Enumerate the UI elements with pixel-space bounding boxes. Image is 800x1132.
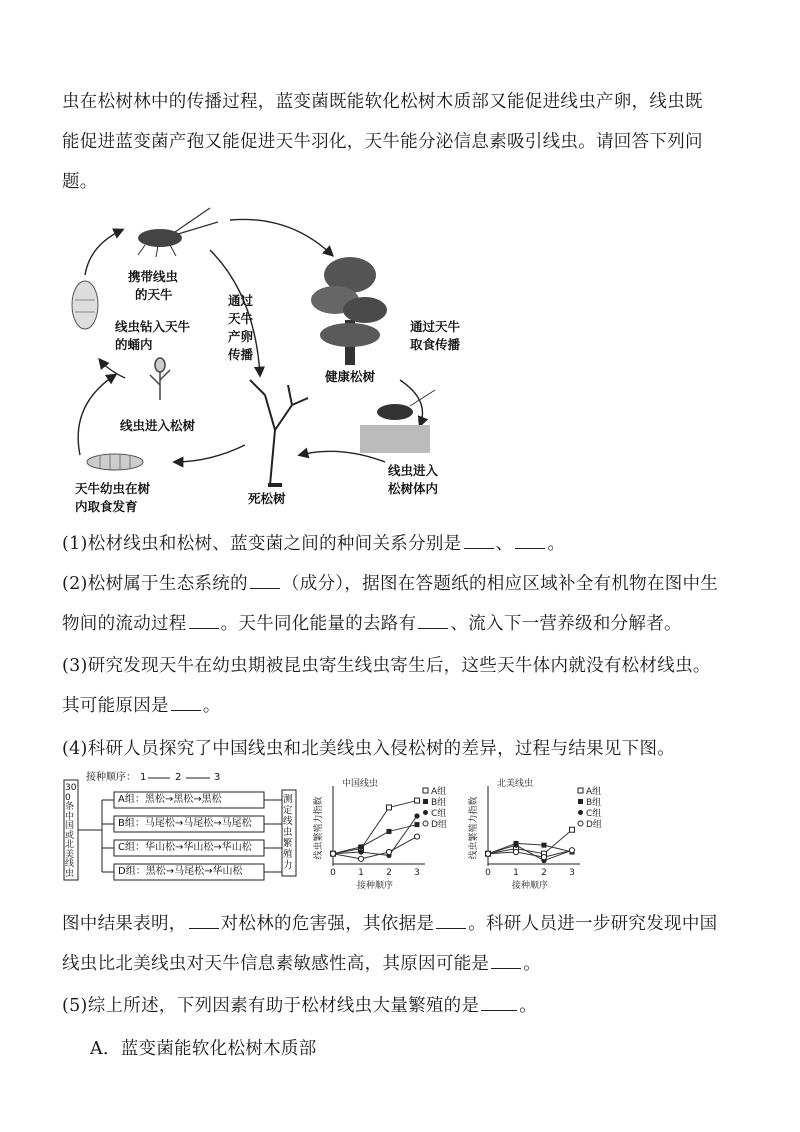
arrow-icon: → xyxy=(213,818,222,829)
intro-line-1: 虫在松树林中的传播过程，蓝变菌既能软化松树木质部又能促进线虫产卵，线虫既 xyxy=(62,92,703,112)
data-point xyxy=(569,848,574,853)
series-line xyxy=(333,825,417,854)
answer-blank[interactable] xyxy=(189,614,219,629)
legend-label: B组 xyxy=(586,798,602,808)
group-row xyxy=(118,840,252,856)
right-box-label: 测定线虫繁殖力 xyxy=(283,794,293,871)
legend-marker xyxy=(423,821,428,826)
label-larva-a: 天牛幼虫在树 xyxy=(75,481,151,496)
data-point xyxy=(359,844,364,849)
dead-pine-icon xyxy=(250,380,308,485)
chart-na xyxy=(460,776,610,894)
answer-blank[interactable] xyxy=(491,954,521,969)
group-cell: 马尾松 xyxy=(221,818,252,829)
arrow-icon: → xyxy=(204,866,213,877)
data-point xyxy=(542,843,547,848)
group-cell: 华山松 xyxy=(144,842,175,853)
question-4-line-1: (4)科研人员探究了中国线虫和北美线虫入侵松树的差异，过程与结果见下图。 xyxy=(62,739,676,759)
arrow-icon: → xyxy=(174,818,184,829)
data-point xyxy=(513,849,518,854)
y-axis-label: 线虫繁殖力指数 xyxy=(469,796,479,860)
legend-label: B组 xyxy=(431,798,447,808)
question-2-line-2: 物间的流动过程 。天牛同化能量的去路有 、流入下一营养级和分解者。 xyxy=(62,614,682,634)
group-cell: 马尾松 xyxy=(183,818,214,829)
legend-label: C组 xyxy=(586,809,602,819)
legend-marker xyxy=(423,788,428,793)
question-2-line-1: (2)松树属于生态系统的 （成分），据图在答题纸的相应区域补全有机物在图中生 xyxy=(62,574,719,594)
answer-blank[interactable] xyxy=(418,614,448,629)
group-cell: C组： xyxy=(118,842,145,853)
answer-blank[interactable] xyxy=(436,914,466,929)
x-tick-label: 0 xyxy=(485,868,491,878)
data-point xyxy=(358,849,363,854)
healthy-pine-icon xyxy=(311,257,387,365)
question-3-line-1: (3)研究发现天牛在幼虫期被昆虫寄生线虫寄生后，这些天牛体内就没有松材线虫。 xyxy=(62,656,711,676)
group-cell: 华山松 xyxy=(212,866,243,877)
label-pupa-a: 线虫钻入天牛 xyxy=(115,319,191,334)
data-point xyxy=(387,829,392,834)
label-healthy-pine: 健康松树 xyxy=(325,369,376,384)
answer-blank[interactable] xyxy=(171,696,201,711)
chart-na-svg xyxy=(460,776,610,894)
legend-label: C组 xyxy=(431,809,447,819)
seq-1: 1 xyxy=(140,772,147,783)
data-point xyxy=(386,849,391,854)
label-egg-b: 天牛 xyxy=(228,311,254,326)
question-4-line-2: 图中结果表明， 对松林的危害强，其依据是 。科研人员进一步研究发现中国 xyxy=(62,914,718,934)
arrow-icon: → xyxy=(193,794,202,805)
x-tick-label: 3 xyxy=(569,868,575,878)
question-1: (1)松材线虫和松树、蓝变菌之间的种间关系分别是 、 。 xyxy=(62,534,566,554)
label-feed-b: 取食传播 xyxy=(410,337,461,352)
chart-china xyxy=(305,776,455,894)
x-axis-label: 接种顺序 xyxy=(511,881,549,891)
x-tick-label: 2 xyxy=(541,868,547,878)
x-axis-label: 接种顺序 xyxy=(356,881,394,891)
label-into-b: 松树体内 xyxy=(388,481,439,496)
arrow-icon: → xyxy=(164,794,174,805)
answer-blank[interactable] xyxy=(189,914,219,929)
label-pupa-b: 的蛹内 xyxy=(115,337,153,352)
legend-label: A组 xyxy=(431,787,447,797)
seq-2: 2 xyxy=(175,772,182,783)
data-point xyxy=(541,855,546,860)
data-point xyxy=(415,798,420,803)
group-cell: 黑松 xyxy=(173,794,194,805)
label-egg-d: 传播 xyxy=(228,347,254,362)
left-box-label: 300条中国或北美线虫 xyxy=(65,783,77,879)
data-point xyxy=(330,851,335,856)
data-point xyxy=(358,856,363,861)
answer-blank[interactable] xyxy=(464,534,494,549)
legend-marker xyxy=(578,788,583,793)
group-cell: 黑松 xyxy=(145,866,166,877)
experiment-flow-figure xyxy=(62,772,302,892)
label-egg-c: 产卵 xyxy=(228,329,254,344)
answer-blank[interactable] xyxy=(481,996,517,1011)
arrow-icon: → xyxy=(165,866,175,877)
arrow-icon: → xyxy=(213,842,222,853)
intro-line-2: 能促进蓝变菌产孢又能促进天牛羽化，天牛能分泌信息素吸引线虫。请回答下列问 xyxy=(62,132,703,152)
group-row xyxy=(118,864,242,880)
x-tick-label: 0 xyxy=(330,868,336,878)
legend-marker xyxy=(578,810,583,815)
larva-icon xyxy=(87,454,143,470)
seq-label: 接种顺序： xyxy=(86,772,136,783)
label-dead-pine: 死松树 xyxy=(248,491,286,506)
option-a[interactable]: A．蓝变菌能软化松树木质部 xyxy=(90,1039,317,1059)
legend-label: D组 xyxy=(586,820,602,830)
legend-marker xyxy=(578,799,583,804)
legend-marker xyxy=(423,810,428,815)
x-tick-label: 2 xyxy=(386,868,392,878)
group-cell: B组： xyxy=(118,818,145,829)
group-row xyxy=(118,816,252,832)
legend-label: D组 xyxy=(431,820,447,830)
group-cell: 华山松 xyxy=(221,842,252,853)
label-beetle-b: 的天牛 xyxy=(135,287,173,302)
seq-3: 3 xyxy=(214,772,221,783)
data-point xyxy=(387,805,392,810)
label-feed-a: 通过天牛 xyxy=(410,319,461,334)
label-into-a: 线虫进入 xyxy=(388,463,439,478)
series-line xyxy=(333,837,417,859)
data-point xyxy=(414,813,419,818)
label-egg-a: 通过 xyxy=(228,293,254,308)
legend-label: A组 xyxy=(586,787,602,797)
x-tick-label: 1 xyxy=(358,868,364,878)
answer-blank[interactable] xyxy=(250,574,280,589)
group-row xyxy=(118,792,222,808)
seedling-icon xyxy=(150,358,170,400)
series-line xyxy=(488,843,572,853)
x-tick-label: 3 xyxy=(414,868,420,878)
group-cell: 华山松 xyxy=(183,842,214,853)
intro-line-3: 题。 xyxy=(62,172,98,192)
arrow-icon: → xyxy=(174,842,184,853)
group-cell: 马尾松 xyxy=(144,818,175,829)
life-cycle-figure xyxy=(60,200,480,520)
series-line xyxy=(333,816,417,855)
group-cell: 黑松 xyxy=(201,794,222,805)
group-cell: 马尾松 xyxy=(174,866,205,877)
data-point xyxy=(415,822,420,827)
pupa-icon xyxy=(72,281,98,329)
feeding-beetle-icon xyxy=(360,390,435,453)
label-enter-pine: 线虫进入松树 xyxy=(120,418,196,433)
chart-title: 中国线虫 xyxy=(341,779,379,789)
legend-marker xyxy=(423,799,428,804)
group-cell: A组： xyxy=(118,794,145,805)
beetle-icon xyxy=(138,208,218,257)
data-point xyxy=(414,834,419,839)
label-beetle-a: 携带线虫 xyxy=(128,269,179,284)
data-point xyxy=(485,851,490,856)
chart-title: 北美线虫 xyxy=(496,779,534,789)
question-3-line-2: 其可能原因是 。 xyxy=(62,696,221,716)
question-4-line-3: 线虫比北美线虫对天牛信息素敏感性高，其原因可能是 。 xyxy=(62,954,542,974)
group-cell: D组： xyxy=(118,866,146,877)
data-point xyxy=(513,843,518,848)
question-5: (5)综上所述，下列因素有助于松材线虫大量繁殖的是 。 xyxy=(62,996,538,1016)
x-tick-label: 1 xyxy=(513,868,519,878)
answer-blank[interactable] xyxy=(515,534,545,549)
y-axis-label: 线虫繁殖力指数 xyxy=(314,796,324,860)
label-larva-b: 内取食发育 xyxy=(75,499,138,514)
data-point xyxy=(570,827,575,832)
group-cell: 黑松 xyxy=(144,794,165,805)
legend-marker xyxy=(578,821,583,826)
chart-china-svg xyxy=(305,776,455,894)
